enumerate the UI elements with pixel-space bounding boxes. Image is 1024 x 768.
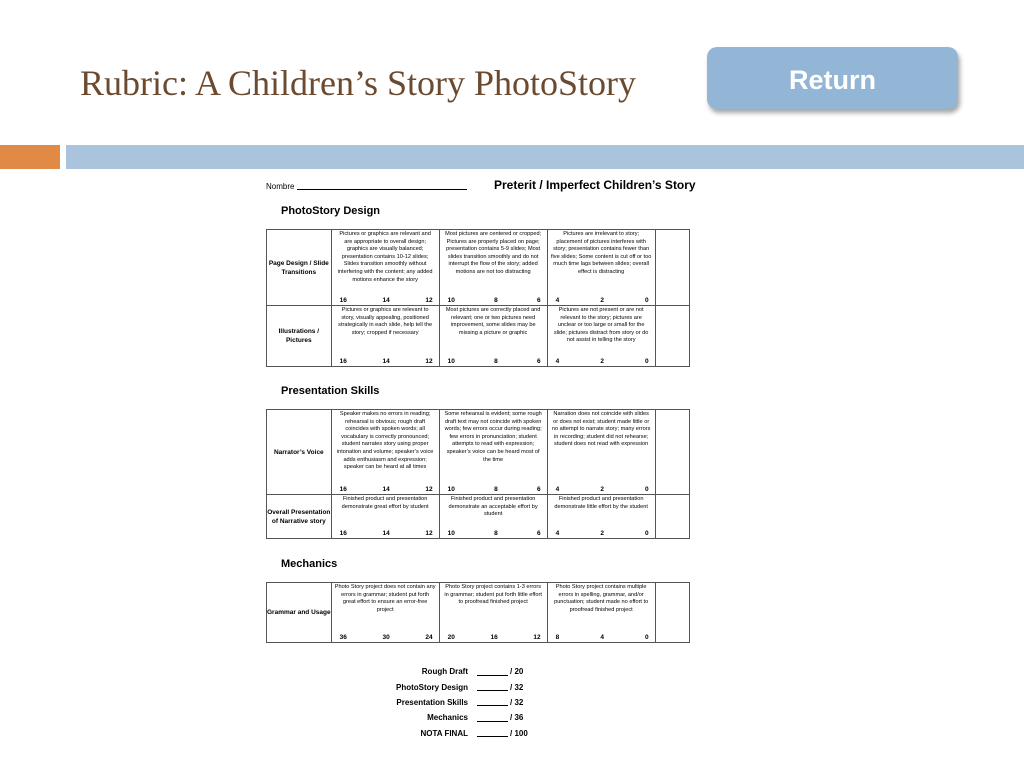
score: 8	[494, 486, 498, 493]
score: 24	[425, 634, 433, 641]
category-cell: Overall Presentation of Narrative story	[267, 495, 332, 539]
level-description: Most pictures are centered or cropped; Pictures are properly placed on page; presentation contains 5-9 slides; Most slides transition smoothly and do not interrupt the flow of the story; added motions are not too distracting	[445, 231, 542, 275]
score: 16	[339, 297, 347, 304]
score: 8	[494, 358, 498, 365]
total-label: Mechanics	[427, 713, 468, 723]
level-cell	[331, 230, 439, 306]
total-row	[366, 695, 528, 710]
score: 4	[555, 486, 560, 493]
level-description: Photo Story project contains multiple errors in spelling, grammar, and/or punctuation; student made no effort to proofread finished project	[554, 584, 649, 613]
score: 12	[425, 530, 433, 537]
score: 0	[645, 486, 649, 493]
level-cell	[439, 583, 547, 643]
score: 16	[339, 358, 347, 365]
score: 14	[382, 530, 390, 537]
level-cell	[439, 495, 547, 539]
score: 0	[645, 634, 649, 641]
score: 10	[447, 358, 455, 365]
total-label: Presentation Skills	[396, 697, 468, 707]
return-button[interactable]: Return	[707, 47, 958, 109]
level-description: Most pictures are correctly placed and relevant; one or two pictures need improvement, some slides may be missing a picture or graphic	[445, 307, 541, 336]
score: 16	[339, 530, 347, 537]
rubric-row	[267, 306, 690, 367]
score: 30	[382, 634, 390, 641]
score: 4	[555, 358, 560, 365]
rubric-table-presentation	[266, 409, 690, 539]
score: 16	[490, 634, 498, 641]
accent-bar-blue	[66, 145, 1024, 169]
score: 14	[382, 486, 390, 493]
level-description: Photo Story project contains 1-3 errors in grammar; student put forth little effort to proofread finished project	[444, 584, 542, 606]
level-cell	[331, 583, 439, 643]
score: 14	[382, 297, 390, 304]
level-description: Pictures are irrelevant to story; placement of pictures interferes with story; presentation contains fewer than five slides; Some content is cut off or too much time lags between slides; overall effect is distracting	[550, 231, 652, 275]
score: 6	[537, 358, 541, 365]
level-cell	[331, 410, 439, 495]
rubric-row	[267, 410, 690, 495]
nombre-field	[266, 182, 467, 191]
total-row	[366, 710, 528, 725]
score: 14	[382, 358, 390, 365]
total-max: / 20	[510, 667, 524, 677]
score-entry-cell[interactable]	[655, 230, 689, 306]
score: 0	[645, 358, 649, 365]
total-row	[366, 726, 528, 741]
document-title: Preterit / Imperfect Children’s Story	[494, 178, 696, 192]
slide-title: Rubric: A Children’s Story PhotoStory	[80, 63, 637, 103]
score: 8	[494, 530, 498, 537]
score-entry-cell[interactable]	[655, 495, 689, 539]
level-cell	[547, 583, 655, 643]
category-cell: Grammar and Usage	[267, 583, 332, 643]
score: 2	[600, 486, 604, 493]
score: 4	[555, 297, 560, 304]
score: 12	[425, 358, 433, 365]
rubric-row	[267, 495, 690, 539]
score: 20	[447, 634, 455, 641]
level-cell	[547, 306, 655, 367]
accent-bar-orange	[0, 145, 60, 169]
totals-block	[366, 664, 528, 741]
total-row	[366, 679, 528, 694]
score: 2	[600, 530, 604, 537]
total-blank[interactable]	[477, 668, 508, 676]
score: 0	[645, 530, 649, 537]
nombre-label: Nombre	[266, 182, 295, 191]
score: 6	[537, 486, 541, 493]
score: 2	[600, 297, 604, 304]
rubric-table-design	[266, 229, 690, 367]
section-heading: PhotoStory Design	[281, 205, 381, 217]
score: 2	[600, 358, 604, 365]
level-cell	[547, 230, 655, 306]
total-max: / 36	[510, 713, 524, 723]
score: 12	[533, 634, 541, 641]
score: 0	[645, 297, 649, 304]
level-description: Speaker makes no errors in reading; rehearsal is obvious; rough draft coincides with spoken words; all vocabulary is correctly pronounced; student narrates story using proper intonation and volume; speaker’s voice adds enthusiasm and expression; speaker can be heard at all times	[336, 411, 434, 471]
level-description: Pictures are not present or are not relevant to the story; pictures are unclear or too large or small for the slide; pictures distract from story or do not assist in telling the story	[553, 307, 649, 344]
level-description: Pictures or graphics are relevant to story, visually appealing, positioned strategically in each slide, help tell the story; cropped if necessary	[338, 307, 433, 336]
score: 12	[425, 486, 433, 493]
score: 4	[600, 634, 604, 641]
total-blank[interactable]	[477, 729, 508, 737]
level-cell	[439, 306, 547, 367]
score: 4	[555, 530, 560, 537]
category-cell: Page Design / Slide Transitions	[267, 230, 332, 306]
level-description: Some rehearsal is evident; some rough draft text may not coincide with spoken words; few errors occur during reading; few errors in pronunciation; student attempts to read with expression; speaker’s voice can be heard most of the time	[444, 411, 542, 463]
score: 10	[447, 530, 455, 537]
total-label: Rough Draft	[421, 667, 468, 677]
level-cell	[547, 495, 655, 539]
level-cell	[331, 306, 439, 367]
score-entry-cell[interactable]	[655, 583, 689, 643]
level-cell	[439, 410, 547, 495]
score: 6	[537, 530, 541, 537]
score-entry-cell[interactable]	[655, 306, 689, 367]
level-description: Pictures or graphics are relevant and are appropriate to overall design; graphics are visually balanced; presentation contains 10-12 slides; Slides transition smoothly without interfering with the content; any added motions enhance the story	[337, 231, 433, 283]
total-max: / 100	[510, 728, 528, 738]
total-blank[interactable]	[477, 698, 508, 706]
score: 6	[537, 297, 541, 304]
total-blank[interactable]	[477, 683, 508, 691]
level-description: Finished product and presentation demonstrate great effort by student	[341, 496, 429, 510]
total-label: PhotoStory Design	[395, 682, 468, 692]
section-heading: Mechanics	[281, 558, 338, 570]
section-heading: Presentation Skills	[281, 385, 380, 397]
rubric-row	[267, 230, 690, 306]
score: 10	[447, 297, 455, 304]
score: 12	[425, 297, 433, 304]
level-description: Finished product and presentation demonstrate little effort by the student	[554, 496, 648, 510]
rubric-row	[267, 583, 690, 643]
category-cell: Narrator’s Voice	[267, 410, 332, 495]
score: 10	[447, 486, 455, 493]
level-cell	[547, 410, 655, 495]
total-max: / 32	[510, 682, 524, 692]
level-description: Finished product and presentation demonstrate an acceptable effort by student	[448, 496, 538, 518]
total-row	[366, 664, 528, 679]
score: 8	[494, 297, 498, 304]
score: 36	[339, 634, 347, 641]
total-max: / 32	[510, 697, 524, 707]
score: 8	[555, 634, 560, 641]
score-entry-cell[interactable]	[655, 410, 689, 495]
score: 16	[339, 486, 347, 493]
category-cell: Illustrations / Pictures	[267, 306, 332, 367]
level-description: Narration does not coincide with slides or does not exist; student made little or no attempt to narrate story; many errors in recording; student did not rehearse; student does not read with expression	[551, 411, 651, 448]
level-cell	[439, 230, 547, 306]
level-cell	[331, 495, 439, 539]
total-blank[interactable]	[477, 714, 508, 722]
level-description: Photo Story project does not contain any errors in grammar; student put forth great effort to ensure an error-free project	[334, 584, 436, 613]
rubric-table-mechanics	[266, 582, 690, 643]
nombre-blank	[297, 189, 467, 190]
total-label: NOTA FINAL	[420, 728, 468, 738]
